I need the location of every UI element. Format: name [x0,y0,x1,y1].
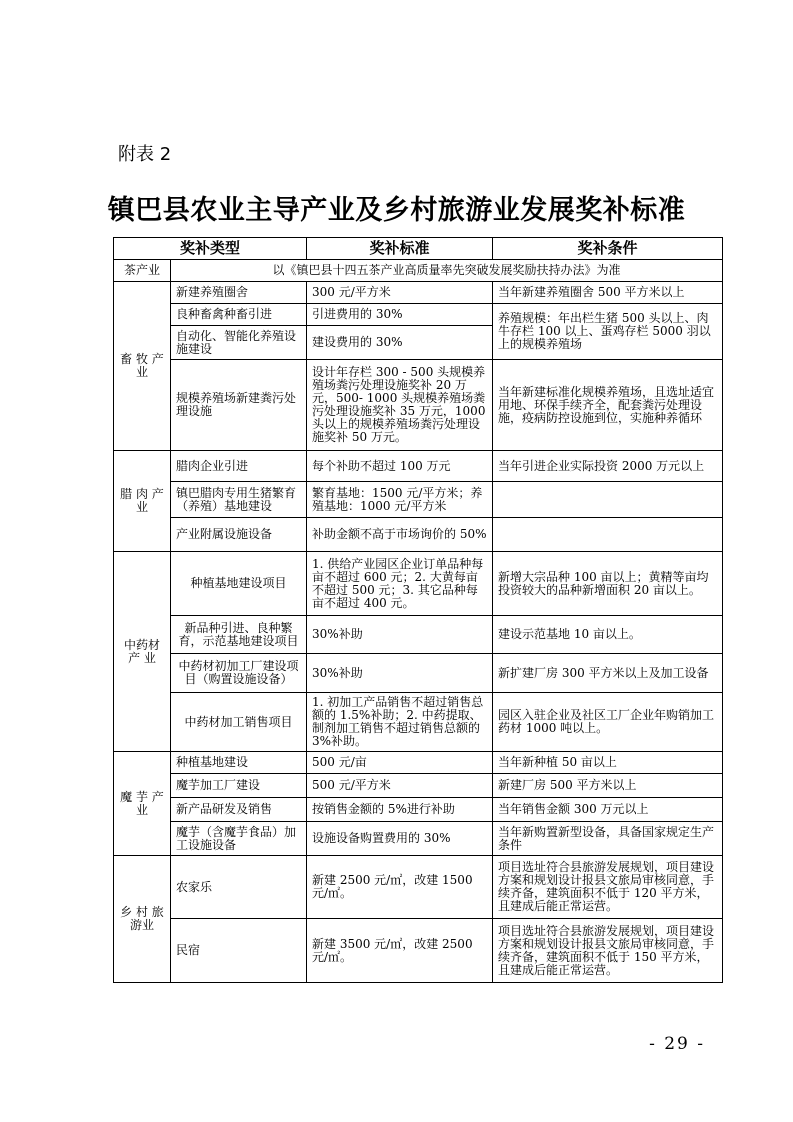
standard-cell: 设施设备购置费用的 30% [307,822,493,856]
condition-cell: 当年新建标准化规模养殖场，且选址适宜用地、环保手续齐全，配套粪污处理设施，疫病防控设施到位，实施种养循环 [493,360,723,451]
item-cell: 新产品研发及销售 [171,798,307,822]
table-row [114,482,723,518]
table-row [114,282,723,304]
condition-cell: 新扩建厂房 300 平方米以上及加工设备 [493,654,723,693]
tea-note: 以《镇巴县十四五茶产业高质量率先突破发展奖励扶持办法》为准 [171,260,723,282]
table-row [114,518,723,552]
document-title: 镇巴县农业主导产业及乡村旅游业发展奖补标准 [107,195,686,226]
standard-cell: 补助金额不高于市场询价的 50% [307,518,493,552]
standard-cell: 繁育基地：1500 元/平方米；养殖基地：1000 元/平方米 [307,482,493,518]
item-cell: 民宿 [171,919,307,983]
condition-cell: 项目选址符合县旅游发展规划，项目建设方案和规划设计报县文旅局审核同意，手续齐备，建筑面积不低于 150 平方米，且建成后能正常运营。 [493,919,723,983]
table-row [114,856,723,919]
category-cell: 畜 牧 产 业 [114,282,171,451]
item-cell: 规模养殖场新建粪污处理设施 [171,360,307,451]
header-condition: 奖补条件 [493,238,723,260]
condition-cell: 当年销售金额 300 万元以上 [493,798,723,822]
item-cell: 镇巴腊肉专用生猪繁育（养殖）基地建设 [171,482,307,518]
standard-cell: 新建 2500 元/㎡，改建 1500 元/㎡。 [307,856,493,919]
condition-cell: 新增大宗品种 100 亩以上；黄精等亩均投资较大的品种新增面积 20 亩以上。 [493,552,723,616]
table-row [114,693,723,752]
item-cell: 良种畜禽种畜引进 [171,304,307,326]
condition-cell: 新建厂房 500 平方米以上 [493,774,723,798]
table-row [114,616,723,654]
standard-cell: 每个补助不超过 100 万元 [307,451,493,482]
table-row [114,451,723,482]
condition-cell [493,518,723,552]
item-cell: 中药材初加工厂建设项目（购置设施设备） [171,654,307,693]
category-cell: 中药材 产 业 [114,552,171,752]
item-cell: 新品种引进、良种繁育，示范基地建设项目 [171,616,307,654]
item-cell: 中药材加工销售项目 [171,693,307,752]
table-row [114,260,723,282]
item-cell: 魔芋（含魔芋食品）加工设施设备 [171,822,307,856]
item-cell: 种植基地建设 [171,752,307,774]
condition-cell: 当年新建养殖圈舍 500 平方米以上 [493,282,723,304]
standard-cell: 新建 3500 元/㎡，改建 2500 元/㎡。 [307,919,493,983]
standard-cell: 建设费用的 30% [307,326,493,360]
standard-cell: 30%补助 [307,654,493,693]
table-row [114,774,723,798]
item-cell: 腊肉企业引进 [171,451,307,482]
standard-cell: 500 元/平方米 [307,774,493,798]
condition-cell: 园区入驻企业及社区工厂企业年购销加工药材 1000 吨以上。 [493,693,723,752]
condition-cell: 当年引进企业实际投资 2000 万元以上 [493,451,723,482]
standard-cell: 300 元/平方米 [307,282,493,304]
subsidy-table [113,237,723,983]
condition-cell: 项目选址符合县旅游发展规划，项目建设方案和规划设计报县文旅局审核同意，手续齐备，建筑面积不低于 120 平方米，且建成后能正常运营。 [493,856,723,919]
standard-cell: 30%补助 [307,616,493,654]
condition-cell: 建设示范基地 10 亩以上。 [493,616,723,654]
standard-cell: 按销售金额的 5%进行补助 [307,798,493,822]
annex-label: 附表 2 [118,144,172,165]
table-row [114,552,723,616]
condition-cell: 当年新购置新型设备，具备国家规定生产条件 [493,822,723,856]
item-cell: 产业附属设施设备 [171,518,307,552]
table-row [114,798,723,822]
table-row [114,919,723,983]
standard-cell: 引进费用的 30% [307,304,493,326]
standard-cell: 500 元/亩 [307,752,493,774]
page-number: - 29 - [649,1034,705,1054]
item-cell: 自动化、智能化养殖设施建设 [171,326,307,360]
standard-cell: 设计年存栏 300 - 500 头规模养殖场粪污处理设施奖补 20 万元，500- 1000 头规模养殖场粪污处理设施奖补 35 万元，1000 头以上的规模养殖场粪污处理设施奖补 50 万元。 [307,360,493,451]
table-row [114,360,723,451]
table-row [114,304,723,326]
standard-cell: 1. 供给产业园区企业订单品种每亩不超过 600 元；2. 大黄每亩不超过 500 元；3. 其它品种每亩不超过 400 元。 [307,552,493,616]
table-row [114,654,723,693]
category-cell: 乡 村 旅游业 [114,856,171,983]
item-cell: 种植基地建设项目 [171,552,307,616]
header-standard: 奖补标准 [307,238,493,260]
item-cell: 农家乐 [171,856,307,919]
table-row [114,752,723,774]
category-cell: 魔 芋 产 业 [114,752,171,856]
condition-cell: 当年新种植 50 亩以上 [493,752,723,774]
category-cell: 茶产业 [114,260,171,282]
item-cell: 新建养殖圈舍 [171,282,307,304]
table-header-row [114,238,723,260]
standard-cell: 1. 初加工产品销售不超过销售总额的 1.5%补助；2. 中药提取、制剂加工销售不超过销售总额的 3%补助。 [307,693,493,752]
header-type: 奖补类型 [114,238,307,260]
category-cell: 腊 肉 产 业 [114,451,171,552]
condition-cell: 养殖规模：年出栏生猪 500 头以上、肉牛存栏 100 以上、蛋鸡存栏 5000 羽以上的规模养殖场 [493,304,723,360]
item-cell: 魔芋加工厂建设 [171,774,307,798]
table-row [114,822,723,856]
condition-cell [493,482,723,518]
